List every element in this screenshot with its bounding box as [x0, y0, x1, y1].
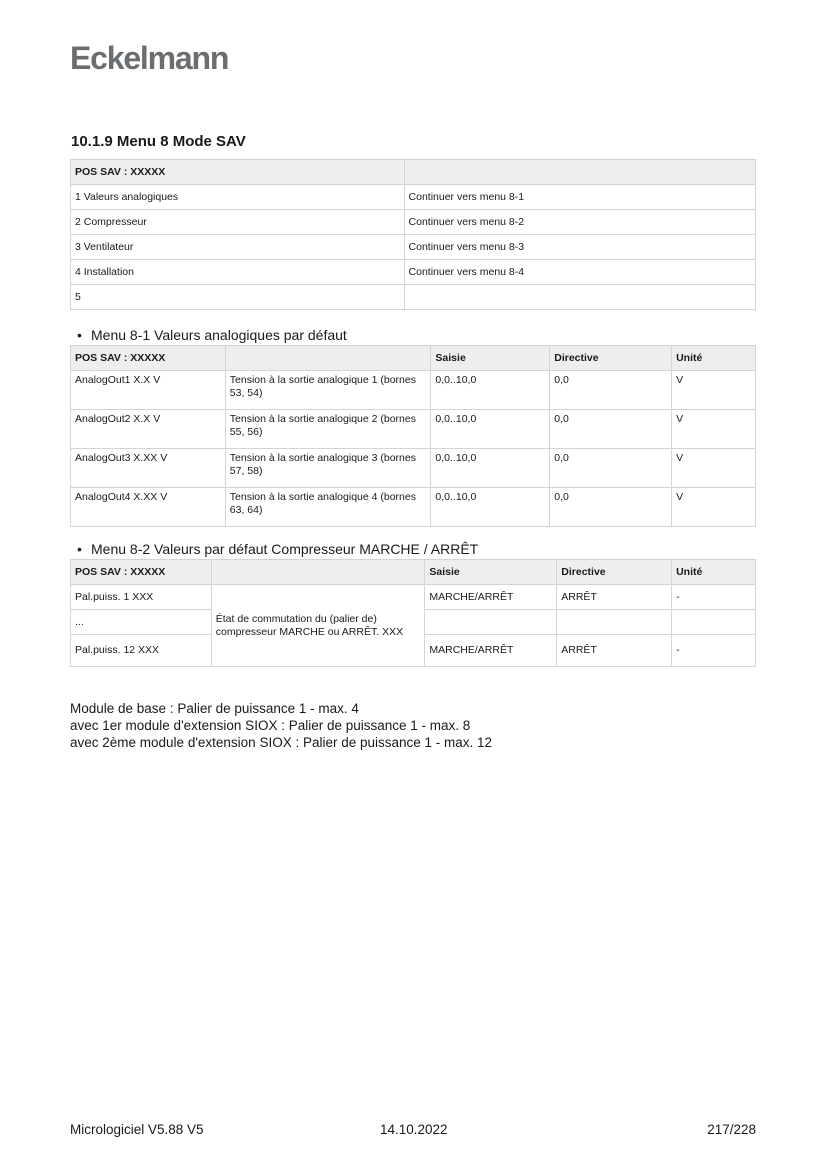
table-cell: Tension à la sortie analogique 3 (bornes 57, 58): [225, 449, 431, 488]
note-line: Module de base : Palier de puissance 1 - max. 4: [70, 701, 359, 716]
table-row: [71, 410, 756, 449]
table-cell: V: [672, 371, 756, 410]
menu8-table: [70, 159, 756, 310]
footer-firmware: Micrologiciel V5.88 V5: [70, 1122, 204, 1137]
header-cell: Unité: [672, 346, 756, 371]
table-cell: ARRÊT: [557, 585, 672, 610]
table-cell: V: [672, 449, 756, 488]
header-cell: [404, 160, 755, 185]
table-cell: 3 Ventilateur: [71, 235, 405, 260]
header-cell: POS SAV : XXXXX: [71, 346, 226, 371]
table-cell: 0,0: [550, 371, 672, 410]
table-cell: 0,0: [550, 410, 672, 449]
table-cell: 0,0..10,0: [431, 449, 550, 488]
table-row: [71, 488, 756, 527]
table-cell: 0,0..10,0: [431, 410, 550, 449]
section-title: 10.1.9 Menu 8 Mode SAV: [71, 133, 246, 150]
table-cell: 0,0..10,0: [431, 488, 550, 527]
table-row: [71, 449, 756, 488]
table-row: [71, 210, 756, 235]
bullet-text: Menu 8-1 Valeurs analogiques par défaut: [91, 327, 347, 343]
table-cell: 0,0: [550, 488, 672, 527]
note-line: avec 1er module d'extension SIOX : Palier de puissance 1 - max. 8: [70, 718, 471, 733]
table-row: [71, 260, 756, 285]
table-cell: 0,0: [550, 449, 672, 488]
table-row: [71, 371, 756, 410]
table-cell: -: [672, 585, 756, 610]
table-cell: ...: [71, 610, 212, 635]
header-cell: Directive: [550, 346, 672, 371]
table-cell: Continuer vers menu 8-3: [404, 235, 755, 260]
table-header-row: [71, 160, 756, 185]
table-cell: -: [672, 635, 756, 667]
footer-date: 14.10.2022: [380, 1122, 448, 1137]
table-cell: 5: [71, 285, 405, 310]
table-cell: Tension à la sortie analogique 4 (bornes 63, 64): [225, 488, 431, 527]
header-cell: POS SAV : XXXXX: [71, 160, 405, 185]
header-cell: Directive: [557, 560, 672, 585]
bullet-dot: •: [77, 541, 82, 557]
table-header-row: [71, 560, 756, 585]
table-cell: MARCHE/ARRÊT: [425, 585, 557, 610]
table-cell: [672, 610, 756, 635]
table-row: [71, 285, 756, 310]
table-cell: Continuer vers menu 8-1: [404, 185, 755, 210]
table-header-row: [71, 346, 756, 371]
table-row: [71, 235, 756, 260]
table-cell: AnalogOut2 X.X V: [71, 410, 226, 449]
header-cell: POS SAV : XXXXX: [71, 560, 212, 585]
table-cell: 4 Installation: [71, 260, 405, 285]
table-cell: 0,0..10,0: [431, 371, 550, 410]
compressor-defaults-table: [70, 559, 756, 667]
brand-logo: Eckelmann: [70, 40, 229, 76]
table-cell: 1 Valeurs analogiques: [71, 185, 405, 210]
table-cell: V: [672, 488, 756, 527]
table-row: [71, 585, 756, 610]
header-cell: Saisie: [431, 346, 550, 371]
header-cell: Saisie: [425, 560, 557, 585]
description-cell: État de commutation du (palier de) compresseur MARCHE ou ARRÊT. XXX: [211, 585, 425, 667]
bullet-menu-8-2: [77, 541, 478, 557]
header-cell: [211, 560, 425, 585]
bullet-dot: •: [77, 327, 82, 343]
table-cell: AnalogOut4 X.XX V: [71, 488, 226, 527]
table-cell: AnalogOut3 X.XX V: [71, 449, 226, 488]
table-cell: Tension à la sortie analogique 1 (bornes 53, 54): [225, 371, 431, 410]
table-cell: ARRÊT: [557, 635, 672, 667]
footer-page-number: 217/228: [707, 1122, 756, 1137]
table-cell: 2 Compresseur: [71, 210, 405, 235]
table-cell: V: [672, 410, 756, 449]
table-cell: [557, 610, 672, 635]
table-cell: [425, 610, 557, 635]
note-line: avec 2ème module d'extension SIOX : Palier de puissance 1 - max. 12: [70, 735, 493, 750]
header-cell: Unité: [672, 560, 756, 585]
notes-block: [70, 700, 492, 751]
table-cell: Pal.puiss. 1 XXX: [71, 585, 212, 610]
table-cell: MARCHE/ARRÊT: [425, 635, 557, 667]
table-row: [71, 185, 756, 210]
table-cell: Continuer vers menu 8-2: [404, 210, 755, 235]
bullet-text: Menu 8-2 Valeurs par défaut Compresseur MARCHE / ARRÊT: [91, 541, 479, 557]
bullet-menu-8-1: [77, 327, 347, 343]
table-cell: Tension à la sortie analogique 2 (bornes 55, 56): [225, 410, 431, 449]
header-cell: [225, 346, 431, 371]
table-cell: Continuer vers menu 8-4: [404, 260, 755, 285]
table-cell: Pal.puiss. 12 XXX: [71, 635, 212, 667]
table-cell: AnalogOut1 X.X V: [71, 371, 226, 410]
table-cell: [404, 285, 755, 310]
analog-defaults-table: [70, 345, 756, 527]
